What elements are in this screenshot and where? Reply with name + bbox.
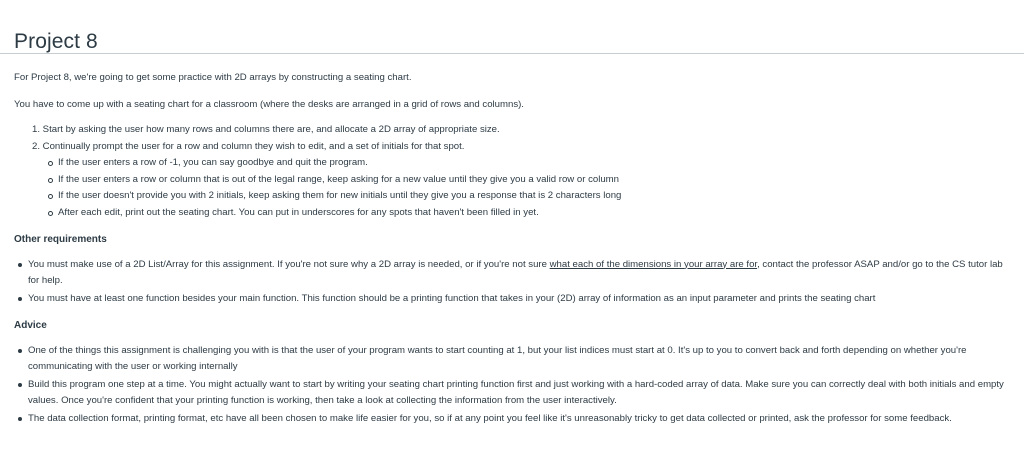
title-bar (0, 0, 1024, 54)
requirement-item: You must have at least one function besides your main function. This function should be a printing function that takes in your (2D) array of information as an input parameter and prints the seating chart (28, 291, 1014, 308)
step-item: 1. Start by asking the user how many rows and columns there are, and allocate a 2D array of appropriate size. (32, 124, 500, 135)
classroom-paragraph: You have to come up with a seating chart for a classroom (where the desks are arranged in a grid of rows and columns). (14, 98, 524, 110)
advice-item: One of the things this assignment is challenging you with is that the user of your program wants to start counting at 1, but your list indices must start at 0. It's up to you to convert back and forth depending on whether you're communicating with the user or working internally (28, 343, 1014, 376)
dimensions-link[interactable]: what each of the dimensions in your array are for (549, 258, 758, 270)
steps-list (14, 122, 1014, 221)
sub-step-item: If the user doesn't provide you with 2 initials, keep asking them for new initials until they give you a response that is 2 characters long (58, 188, 1014, 205)
bottom-fade (0, 466, 1024, 476)
sub-step-item: If the user enters a row or column that is out of the legal range, keep asking for a new value until they give you a valid row or column (58, 172, 1014, 189)
sub-steps-list (32, 155, 1014, 221)
sub-step-item: After each edit, print out the seating chart. You can put in underscores for any spots that haven't been filled in yet. (58, 205, 1014, 222)
requirement-text: , contact the professor ASAP and/or go to the CS tutor lab for help. (28, 258, 1003, 286)
sub-step-item: If the user enters a row of -1, you can say goodbye and quit the program. (58, 155, 1014, 172)
intro-paragraph: For Project 8, we're going to get some practice with 2D arrays by constructing a seating chart. (14, 72, 412, 83)
step-item (32, 139, 1014, 222)
advice-item: The data collection format, printing format, etc have all been chosen to make life easier for you, so if at any point you feel like it's unreasonably tricky to get data collected or printed, ask the professor for some feedback. (28, 411, 1014, 428)
requirement-item (28, 257, 1014, 290)
advice-heading: Advice (14, 320, 47, 331)
step-text: 2. Continually prompt the user for a row and column they wish to edit, and a set of initials for that spot. (32, 140, 465, 152)
advice-list (14, 343, 1014, 428)
other-requirements-heading: Other requirements (14, 234, 107, 245)
requirement-text: You must make use of a 2D List/Array for this assignment. If you're not sure why a 2D array is needed, or if you're not sure (28, 258, 550, 270)
page-title: Project 8 (14, 30, 98, 54)
advice-item: Build this program one step at a time. You might actually want to start by writing your seating chart printing function first and just working with a hard-coded array of data. Make sure you can correctly deal with both initials and empty values. Once you're confident that your printing function is working, then take a look at collecting the information from the user interactively. (28, 377, 1014, 410)
assignment-body (14, 70, 1014, 428)
other-requirements-list (14, 257, 1014, 308)
